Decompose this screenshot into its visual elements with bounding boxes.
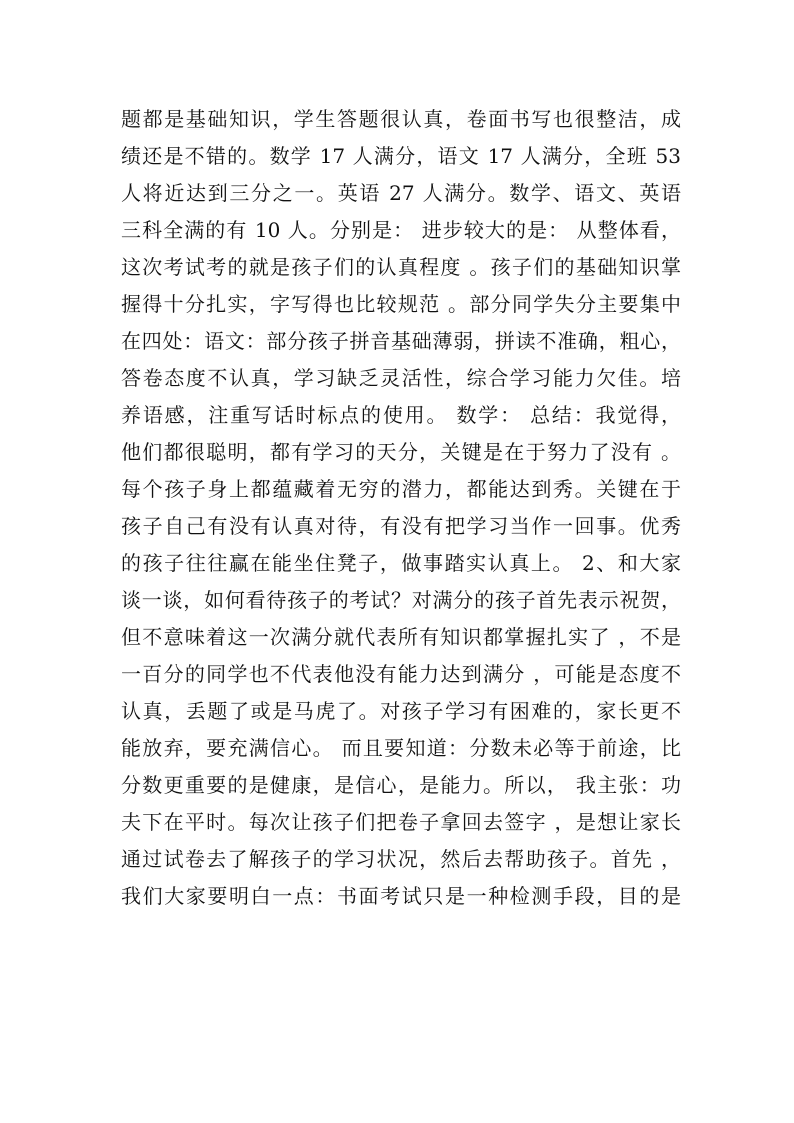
text-line: 能放弃，要充满信心。 而且要知道：分数未必等于前途，比 [121, 736, 681, 760]
text-line: 题都是基础知识，学生答题很认真，卷面书写也很整洁，成 [121, 107, 681, 131]
text-line: 分数更重要的是健康，是信心，是能力。所以， 我主张：功 [121, 773, 681, 797]
text-line: 谈一谈，如何看待孩子的考试？对满分的孩子首先表示祝贺， [121, 588, 681, 612]
text-line: 我们大家要明白一点：书面考试只是一种检测手段，目的是 [121, 884, 681, 908]
text-line: 认真，丢题了或是马虎了。对孩子学习有困难的，家长更不 [121, 699, 681, 723]
text-line: 在四处：语文：部分孩子拼音基础薄弱，拼读不准确，粗心， [121, 329, 681, 353]
text-line: 但不意味着这一次满分就代表所有知识都掌握扎实了 ，不是 [121, 625, 681, 649]
text-line: 夫下在平时。每次让孩子们把卷子拿回去签字 ，是想让家长 [121, 810, 681, 834]
text-line: 握得十分扎实，字写得也比较规范 。部分同学失分主要集中 [121, 292, 681, 316]
text-line: 通过试卷去了解孩子的学习状况，然后去帮助孩子。首先 ， [121, 847, 681, 871]
text-line: 绩还是不错的。数学 17 人满分，语文 17 人满分，全班 53 [121, 144, 681, 168]
body-text [121, 101, 681, 915]
text-line: 的孩子往往赢在能坐住凳子，做事踏实认真上。 2、和大家 [121, 551, 681, 575]
text-line: 孩子自己有没有认真对待，有没有把学习当作一回事。优秀 [121, 514, 681, 538]
text-line: 这次考试考的就是孩子们的认真程度 。孩子们的基础知识掌 [121, 255, 681, 279]
text-line: 每个孩子身上都蕴藏着无穷的潜力，都能达到秀。关键在于 [121, 477, 681, 501]
text-line: 他们都很聪明，都有学习的天分，关键是在于努力了没有 。 [121, 440, 681, 464]
text-line: 三科全满的有 10 人。分别是： 进步较大的是： 从整体看， [121, 218, 681, 242]
text-line: 答卷态度不认真，学习缺乏灵活性，综合学习能力欠佳。培 [121, 366, 681, 390]
text-line: 养语感，注重写话时标点的使用。 数学： 总结：我觉得， [121, 403, 681, 427]
text-line: 人将近达到三分之一。英语 27 人满分。数学、语文、英语 [121, 181, 681, 205]
text-line: 一百分的同学也不代表他没有能力达到满分 ，可能是态度不 [121, 662, 681, 686]
